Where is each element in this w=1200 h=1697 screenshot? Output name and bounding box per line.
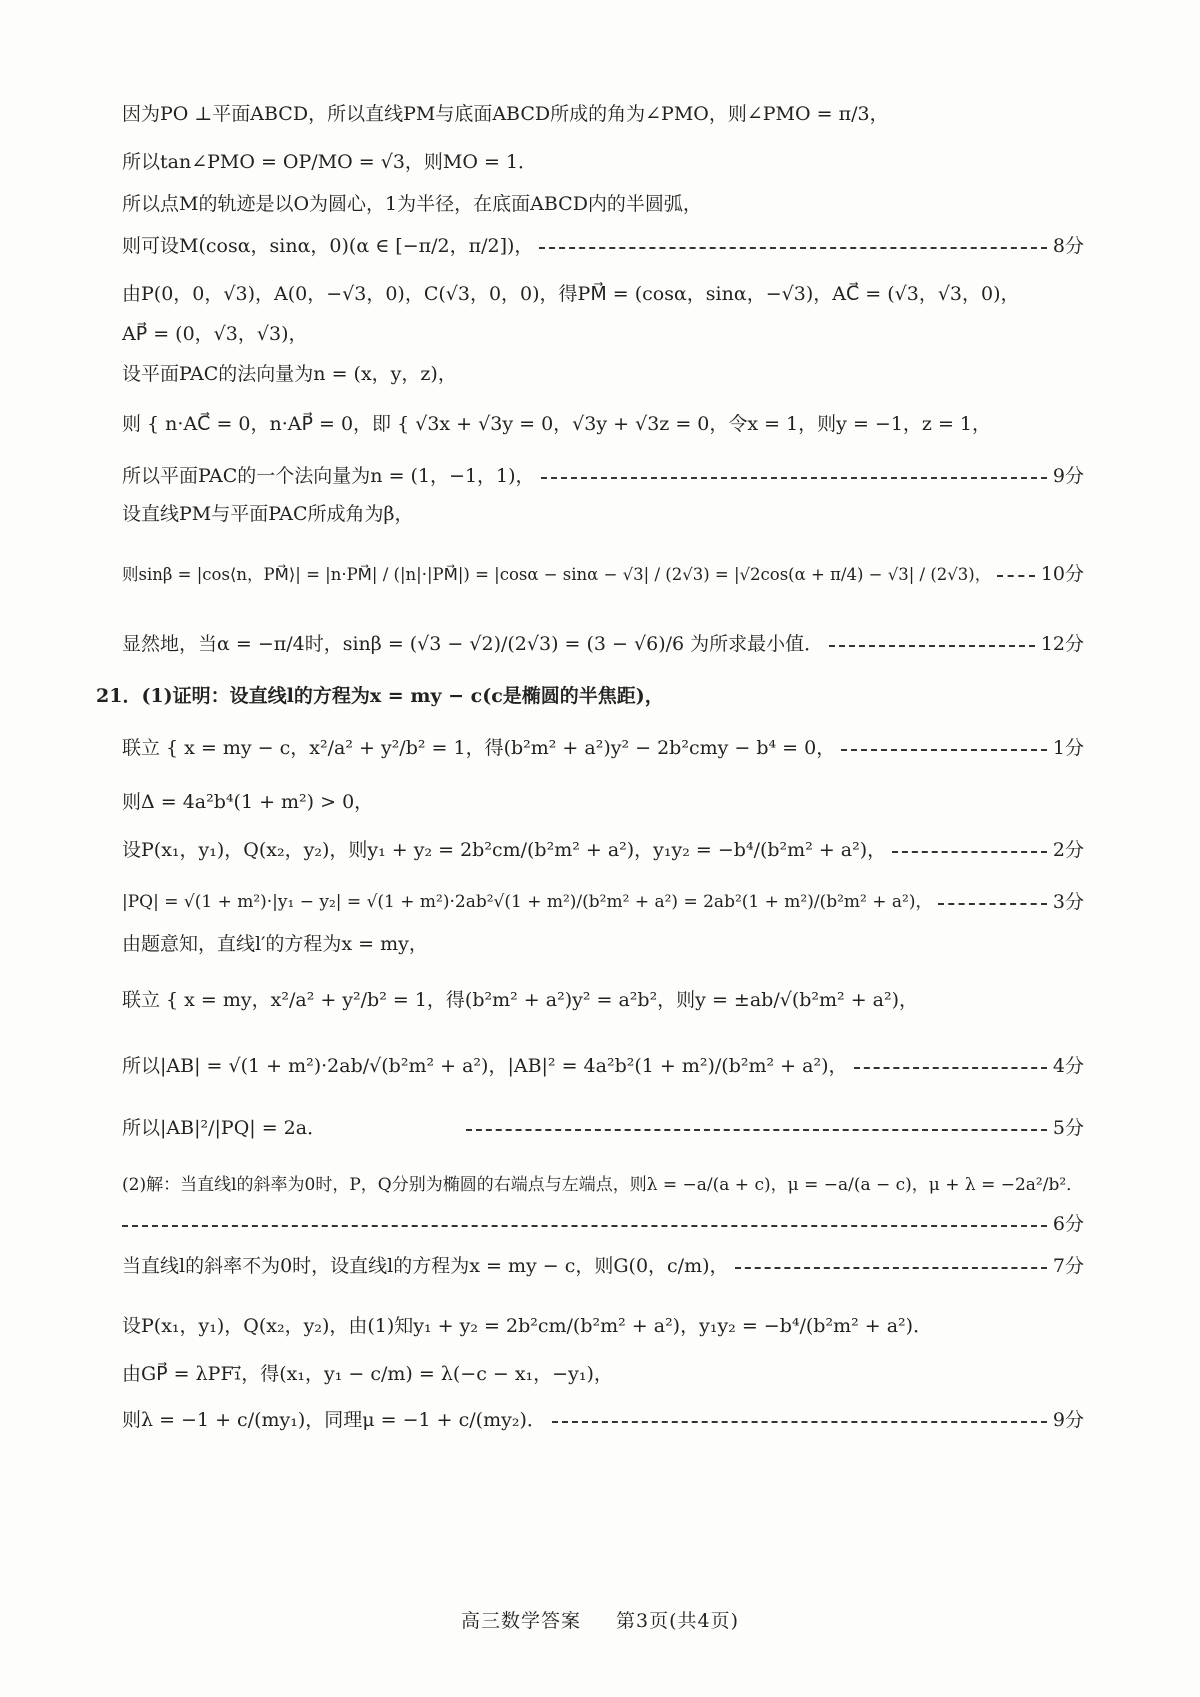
score-leader xyxy=(854,1067,1047,1069)
score-label: 1分 xyxy=(1052,737,1084,759)
line-text: (2)解：当直线l的斜率为0时，P，Q分别为椭圆的右端点与左端点，则λ = −a/(a + c)，μ = −a/(a − c)，μ + λ = −2a²/b²． xyxy=(122,1175,1084,1195)
line-text: 设平面PAC的法向量为n = (x，y，z)， xyxy=(122,363,457,385)
line-text: 则 { n·AC⃗ = 0，n·AP⃗ = 0，即 { √3x + √3y = 0，√3y + √3z = 0，令x = 1，则y = −1，z = 1， xyxy=(122,413,992,435)
solution-line-7 xyxy=(122,362,1084,387)
score-label: 6分 xyxy=(1052,1213,1084,1235)
page-footer xyxy=(0,1606,1200,1633)
line-text: 所以|AB|²/|PQ| = 2a． xyxy=(122,1117,327,1139)
score-leader xyxy=(539,247,1046,249)
line-text: 设P(x₁，y₁)，Q(x₂，y₂)，则y₁ + y₂ = 2b²cm/(b²m² + a²)，y₁y₂ = −b⁴/(b²m² + a²)， xyxy=(122,839,887,861)
solution-line-1 xyxy=(122,102,1084,127)
solution-line-5 xyxy=(122,282,1084,307)
line-text: 由P(0，0，√3)，A(0，−√3，0)，C(√3，0，0)，得PM⃗ = (cosα，sinα，−√3)，AC⃗ = (√3，√3，0)， xyxy=(122,283,1020,305)
line-text: 当直线l的斜率不为0时，设直线l的方程为x = my − c，则G(0，c/m)， xyxy=(122,1255,729,1277)
score-leader xyxy=(122,1225,1047,1227)
line-text: 21．(1)证明：设直线l的方程为x = my − c(c是椭圆的半焦距)， xyxy=(96,685,664,707)
solution-line-15 xyxy=(122,790,1084,815)
score-leader xyxy=(997,575,1035,577)
score-leader xyxy=(841,749,1047,751)
line-text: AP⃗ = (0，√3，√3)， xyxy=(122,323,308,345)
line-text: 所以点M的轨迹是以O为圆心，1为半径，在底面ABCD内的半圆弧， xyxy=(122,193,702,215)
score-label: 9分 xyxy=(1052,1409,1084,1431)
solution-line-3 xyxy=(122,192,1084,217)
score-label: 9分 xyxy=(1052,465,1084,487)
solution-line-4 xyxy=(122,234,1084,259)
line-text: 则Δ = 4a²b⁴(1 + m²) > 0， xyxy=(122,791,374,813)
problem-21-part2-line xyxy=(122,1174,1084,1196)
solution-line-2 xyxy=(122,150,1084,175)
solution-line-18 xyxy=(122,932,1084,957)
score-leader xyxy=(735,1267,1047,1269)
line-text: 显然地，当α = −π/4时，sinβ = (√3 − √2)/(2√3) = (3 − √6)/6 为所求最小值． xyxy=(122,633,824,655)
line-text: 所以tan∠PMO = OP/MO = √3，则MO = 1． xyxy=(122,151,538,173)
score-leader xyxy=(892,851,1047,853)
footer-page-number: 第3页(共4页) xyxy=(616,1610,740,1632)
solution-line-20 xyxy=(122,1054,1084,1079)
line-text: 则λ = −1 + c/(my₁)，同理μ = −1 + c/(my₂)． xyxy=(122,1409,546,1431)
score-label: 2分 xyxy=(1052,839,1084,861)
line-text: 设直线PM与平面PAC所成角为β， xyxy=(122,503,414,525)
solution-line-11 xyxy=(122,562,1084,587)
score-leader xyxy=(541,477,1047,479)
solution-line-9 xyxy=(122,464,1084,489)
solution-line-14 xyxy=(122,736,1084,761)
score-leader xyxy=(552,1421,1047,1423)
score-leader xyxy=(938,903,1046,905)
solution-line-6 xyxy=(122,322,1084,347)
solution-line-10 xyxy=(122,502,1084,527)
score-label: 3分 xyxy=(1052,891,1084,913)
solution-line-25 xyxy=(122,1314,1084,1339)
score-label: 12分 xyxy=(1040,633,1084,655)
solution-line-21 xyxy=(122,1116,1084,1141)
line-text: 因为PO ⊥平面ABCD，所以直线PM与底面ABCD所成的角为∠PMO，则∠PMO = π/3， xyxy=(122,103,889,125)
solution-line-17 xyxy=(122,890,1084,915)
line-text: 设P(x₁，y₁)，Q(x₂，y₂)，由(1)知y₁ + y₂ = 2b²cm/(b²m² + a²)，y₁y₂ = −b⁴/(b²m² + a²)． xyxy=(122,1315,933,1337)
score-label: 10分 xyxy=(1040,563,1084,585)
score-label: 8分 xyxy=(1052,235,1084,257)
line-text: 则sinβ = |cos⟨n，PM⃗⟩| = |n·PM⃗| / (|n|·|PM⃗|) = |cosα − sinα − √3| / (2√3) = |√2cos(α + π/4) − √3| / (2√3)， xyxy=(122,564,992,584)
solution-line-16 xyxy=(122,838,1084,863)
score-label: 7分 xyxy=(1052,1255,1084,1277)
line-text: 联立 { x = my，x²/a² + y²/b² = 1，得(b²m² + a²)y² = a²b²，则y = ±ab/√(b²m² + a²)， xyxy=(122,989,919,1011)
solution-line-12 xyxy=(122,632,1084,657)
line-text: 由题意知，直线l′的方程为x = my， xyxy=(122,933,428,955)
solution-line-27 xyxy=(122,1408,1084,1433)
score-label: 4分 xyxy=(1052,1055,1084,1077)
line-text: 所以平面PAC的一个法向量为n = (1，−1，1)， xyxy=(122,465,535,487)
score-leader xyxy=(466,1129,1047,1131)
solution-line-26 xyxy=(122,1362,1084,1387)
problem-21-part1-heading xyxy=(96,684,1084,709)
score-label: 5分 xyxy=(1052,1117,1084,1139)
footer-title: 高三数学答案 xyxy=(460,1610,581,1632)
line-text: |PQ| = √(1 + m²)·|y₁ − y₂| = √(1 + m²)·2ab²√(1 + m²)/(b²m² + a²) = 2ab²(1 + m²)/(b²m² + a²)， xyxy=(122,892,933,913)
solution-line-19 xyxy=(122,988,1084,1013)
solution-line-23 xyxy=(122,1212,1084,1237)
solution-line-24 xyxy=(122,1254,1084,1279)
score-leader xyxy=(829,645,1035,647)
line-text: 则可设M(cosα，sinα，0)(α ∈ [−π/2，π/2])， xyxy=(122,235,534,257)
solution-line-8 xyxy=(122,412,1084,437)
line-text: 联立 { x = my − c，x²/a² + y²/b² = 1，得(b²m² + a²)y² − 2b²cmy − b⁴ = 0， xyxy=(122,737,836,759)
line-text: 所以|AB| = √(1 + m²)·2ab/√(b²m² + a²)，|AB|² = 4a²b²(1 + m²)/(b²m² + a²)， xyxy=(122,1055,848,1077)
line-text: 由GP⃗ = λPF₁⃗，得(x₁，y₁ − c/m) = λ(−c − x₁，−y₁)， xyxy=(122,1363,613,1385)
